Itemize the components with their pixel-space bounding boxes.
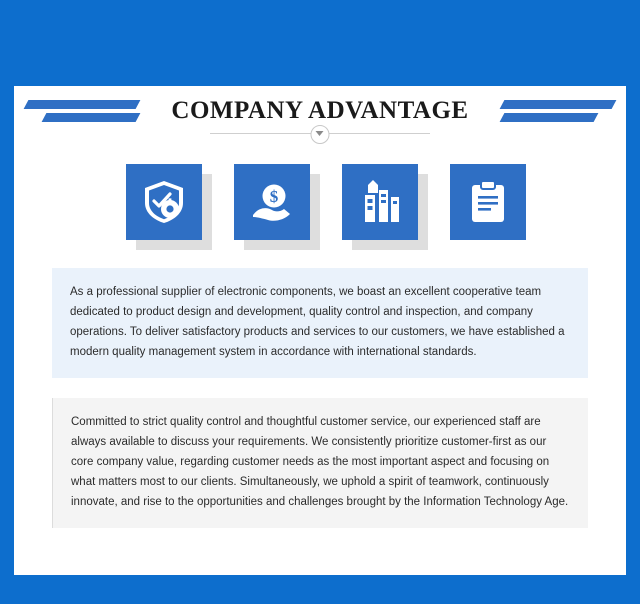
feature-icon-row [14,158,626,254]
advantage-paragraph-2 [52,398,588,528]
hand-dollar-icon [234,164,310,240]
content-card [14,86,626,575]
section-header [14,86,626,154]
svg-text:$: $ [269,187,279,206]
chevron-down-icon [311,125,330,144]
clipboard-icon [450,164,526,240]
shield-gear-icon [126,164,202,240]
page-title: COMPANY ADVANTAGE [171,97,469,124]
advantage-paragraph-1 [52,268,588,378]
paragraph-text: Committed to strict quality control and thoughtful customer service, our experienced staff are always available to discuss your requirements. We consistently prioritize customer-first as our core company value, regarding customer needs as the most important aspect and focusing on what matters most to our clients. Simultaneously, we uphold a spirit of teamwork, continuously innovate, and rise to the opportunities and challenges brought by the Information Technology Age. [71,416,569,508]
slash-decor-right [492,100,614,130]
battery-components-icon [342,164,418,240]
paragraph-text: As a professional supplier of electronic components, we boast an excellent cooperative team dedicated to product design and development, quality control and inspection, and company operations. To deliver satisfactory products and services to our customers, we have established a modern quality management system in accordance with international standards. [70,286,565,358]
